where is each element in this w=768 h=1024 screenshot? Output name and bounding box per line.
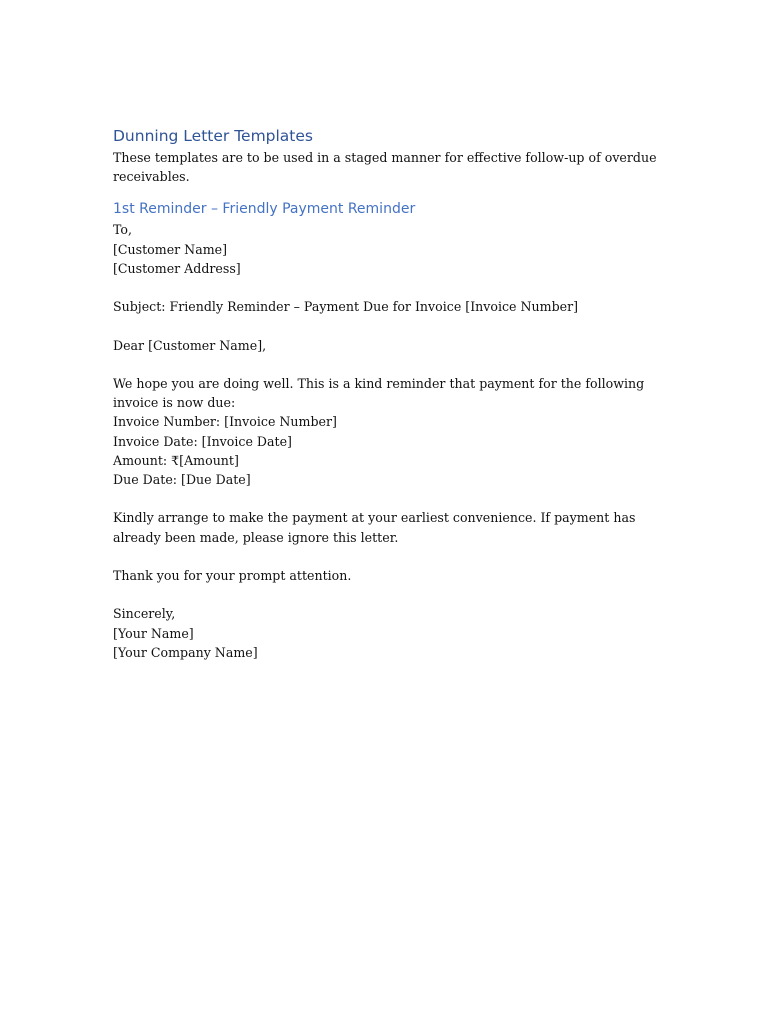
closing-company: [Your Company Name] [113, 644, 258, 660]
invoice-due-date: Due Date: [Due Date] [113, 472, 251, 487]
recipient-name: [Customer Name] [113, 241, 228, 257]
closing-signoff: Sincerely, [113, 606, 176, 622]
document-title: Dunning Letter Templates [113, 127, 313, 145]
spacer [113, 278, 658, 297]
subject-line: Subject: Friendly Reminder – Payment Due for Invoice [Invoice Number] [113, 299, 579, 315]
spacer [113, 316, 658, 335]
recipient-block [113, 220, 658, 278]
section-heading: 1st Reminder – Friendly Payment Reminder [113, 201, 416, 218]
invoice-details [113, 412, 658, 489]
invoice-date: Invoice Date: [Invoice Date] [113, 433, 292, 449]
spacer [113, 585, 658, 604]
invoice-amount: Amount: ₹[Amount] [113, 452, 239, 468]
intro-paragraph: These templates are to be used in a staged manner for effective follow-up of overdue receivables. [113, 150, 657, 185]
recipient-to: To, [113, 222, 133, 238]
salutation: Dear [Customer Name], [113, 337, 267, 353]
thanks-line: Thank you for your prompt attention. [113, 567, 352, 583]
closing-name: [Your Name] [113, 625, 194, 641]
request-paragraph: Kindly arrange to make the payment at your earliest convenience. If payment has already been made, please ignore this letter. [113, 510, 636, 545]
spacer [113, 547, 658, 566]
document-content [113, 124, 658, 662]
spacer [113, 489, 658, 508]
invoice-number: Invoice Number: [Invoice Number] [113, 414, 337, 430]
recipient-address: [Customer Address] [113, 260, 241, 276]
opening-paragraph: We hope you are doing well. This is a kind reminder that payment for the following invoice is now due: [113, 375, 645, 411]
closing-block [113, 604, 658, 662]
spacer [113, 355, 658, 374]
